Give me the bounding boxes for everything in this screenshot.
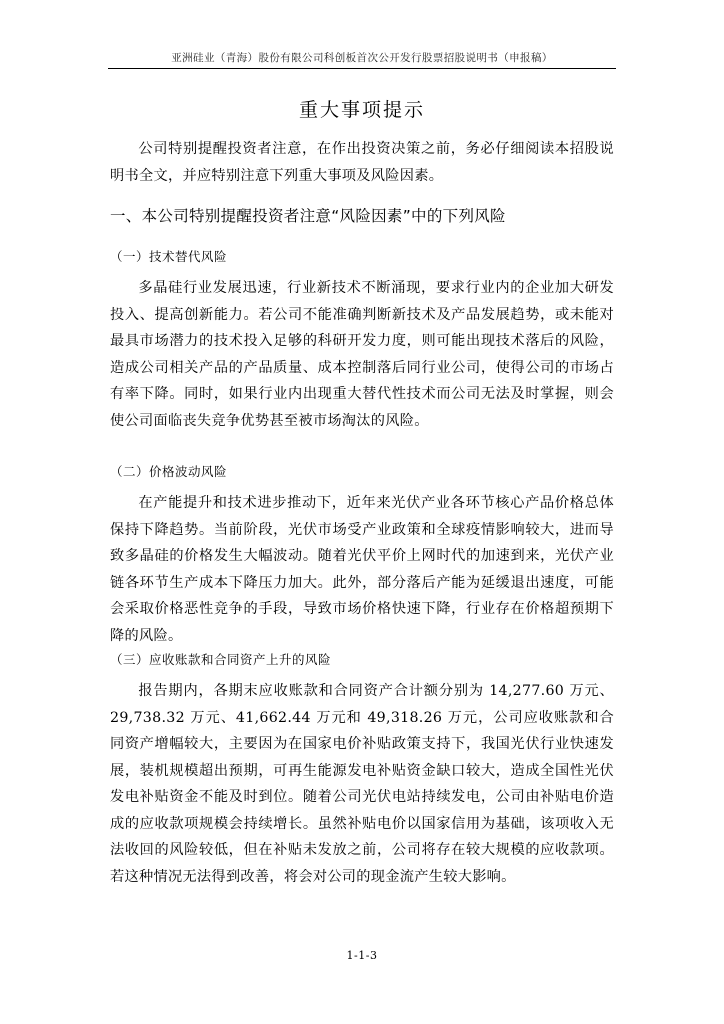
risk-heading-price: （二）价格波动风险 xyxy=(110,464,228,479)
risk-heading-receivables: （三）应收账款和合同资产上升的风险 xyxy=(110,652,332,667)
page-number: 1-1-3 xyxy=(346,949,378,962)
risk-paragraph-price: 在产能提升和技术进步推动下，近年来光伏产业各环节核心产品价格总体保持下降趋势。当前阶段，光伏市场受产业政策和全球疫情影响较大，进而导致多晶硅的价格发生大幅波动。随着光伏平价上网时代的加速到来，光伏产业链各环节生产成本下降压力加大。此外，部分落后产能为延缓退出速度，可能会采取价格恶性竞争的手段，导致市场价格快速下降，行业存在价格超预期下降的风险。 xyxy=(110,495,614,644)
header-divider xyxy=(108,68,616,69)
section-heading: 一、本公司特别提醒投资者注意“风险因素”中的下列风险 xyxy=(110,207,506,225)
risk-paragraph-receivables: 报告期内，各期末应收账款和合同资产合计额分别为 14,277.60 万元、29,738.32 万元、41,662.44 万元和 49,318.26 万元，公司应收账款和合同资产增幅较大，主要因为在国家电价补贴政策支持下，我国光伏行业快速发展，装机规模超出预期，可再生能源发电补贴资金缺口较大，造成全国性光伏发电补贴资金不能及时到位。随着公司光伏电站持续发电，公司由补贴电价造成的应收款项规模会持续增长。虽然补贴电价以国家信用为基础，该项收入无法收回的风险较低，但在补贴未发放之前，公司将存在较大规模的应收款项。若这种情况无法得到改善，将会对公司的现金流产生较大影响。 xyxy=(110,683,614,885)
running-header: 亚洲硅业（青海）股份有限公司科创板首次公开发行股票招股说明书（申报稿） xyxy=(171,52,553,64)
page-title: 重大事项提示 xyxy=(298,99,425,121)
intro-paragraph: 公司特别提醒投资者注意，在作出投资决策之前，务必仔细阅读本招股说明书全文，并应特别注意下列重大事项及风险因素。 xyxy=(110,141,614,184)
risk-paragraph-technology: 多晶硅行业发展迅速，行业新技术不断涌现，要求行业内的企业加大研发投入、提高创新能力。若公司不能准确判断新技术及产品发展趋势，或未能对最具市场潜力的技术投入足够的科研开发力度，则可能出现技术落后的风险，造成公司相关产品的产品质量、成本控制落后同行业公司，使得公司的市场占有率下降。同时，如果行业内出现重大替代性技术而公司无法及时掌握，则会使公司面临丧失竞争优势甚至被市场淘汰的风险。 xyxy=(110,280,614,429)
risk-heading-technology: （一）技术替代风险 xyxy=(110,249,228,264)
